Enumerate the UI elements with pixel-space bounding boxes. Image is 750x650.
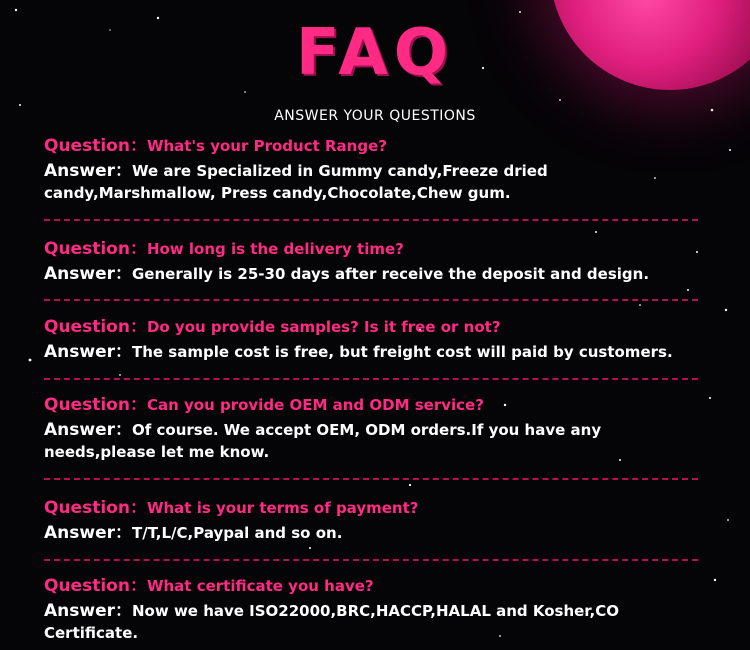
faq-item-4	[44, 395, 704, 463]
question-label: Question：	[44, 395, 147, 415]
answer-text: Now we have ISO22000,BRC,HACCP,HALAL and Kosher,CO Certificate.	[44, 602, 619, 642]
faq-question	[44, 136, 704, 156]
dashed-divider	[44, 378, 698, 380]
answer-text: The sample cost is free, but freight cost will paid by customers.	[132, 343, 673, 361]
faq-item-2	[44, 239, 704, 285]
question-label: Question：	[44, 576, 147, 596]
faq-answer	[44, 263, 704, 285]
faq-question	[44, 239, 704, 259]
question-text: What is your terms of payment?	[146, 499, 419, 517]
faq-question	[44, 395, 704, 415]
dashed-divider	[44, 478, 698, 480]
faq-question	[44, 498, 704, 518]
faq-answer	[44, 341, 704, 363]
answer-label: Answer：	[44, 342, 132, 362]
answer-text: Of course. We accept OEM, ODM orders.If you have any needs,please let me know.	[44, 421, 602, 461]
page-subtitle: ANSWER YOUR QUESTIONS	[274, 108, 476, 124]
faq-item-1	[44, 136, 704, 204]
answer-label: Answer：	[44, 161, 132, 181]
answer-label: Answer：	[44, 264, 132, 284]
question-label: Question：	[44, 317, 147, 337]
dashed-divider	[44, 559, 698, 561]
question-text: What's your Product Range?	[146, 137, 387, 155]
faq-answer	[44, 522, 704, 544]
faq-answer	[44, 419, 704, 463]
question-label: Question：	[44, 498, 147, 518]
question-text: How long is the delivery time?	[146, 240, 404, 258]
answer-text: T/T,L/C,Paypal and so on.	[132, 524, 343, 542]
faq-item-3	[44, 317, 704, 363]
question-label: Question：	[44, 239, 147, 259]
dashed-divider	[44, 299, 698, 301]
answer-label: Answer：	[44, 601, 132, 621]
question-text: Can you provide OEM and ODM service?	[146, 396, 484, 414]
faq-question	[44, 576, 704, 596]
page-title: FAQ	[295, 16, 455, 90]
question-label: Question：	[44, 136, 147, 156]
question-text: Do you provide samples? Is it free or not?	[146, 318, 501, 336]
answer-label: Answer：	[44, 523, 132, 543]
question-text: What certificate you have?	[146, 577, 374, 595]
faq-question	[44, 317, 704, 337]
dashed-divider	[44, 219, 698, 221]
faq-answer	[44, 600, 704, 644]
answer-text: Generally is 25-30 days after receive the deposit and design.	[132, 265, 650, 283]
answer-text: We are Specialized in Gummy candy,Freeze dried candy,Marshmallow, Press candy,Chocolate,Chew gum.	[44, 162, 548, 202]
faq-item-5	[44, 498, 704, 544]
answer-label: Answer：	[44, 420, 132, 440]
faq-item-6	[44, 576, 704, 644]
faq-answer	[44, 160, 704, 204]
